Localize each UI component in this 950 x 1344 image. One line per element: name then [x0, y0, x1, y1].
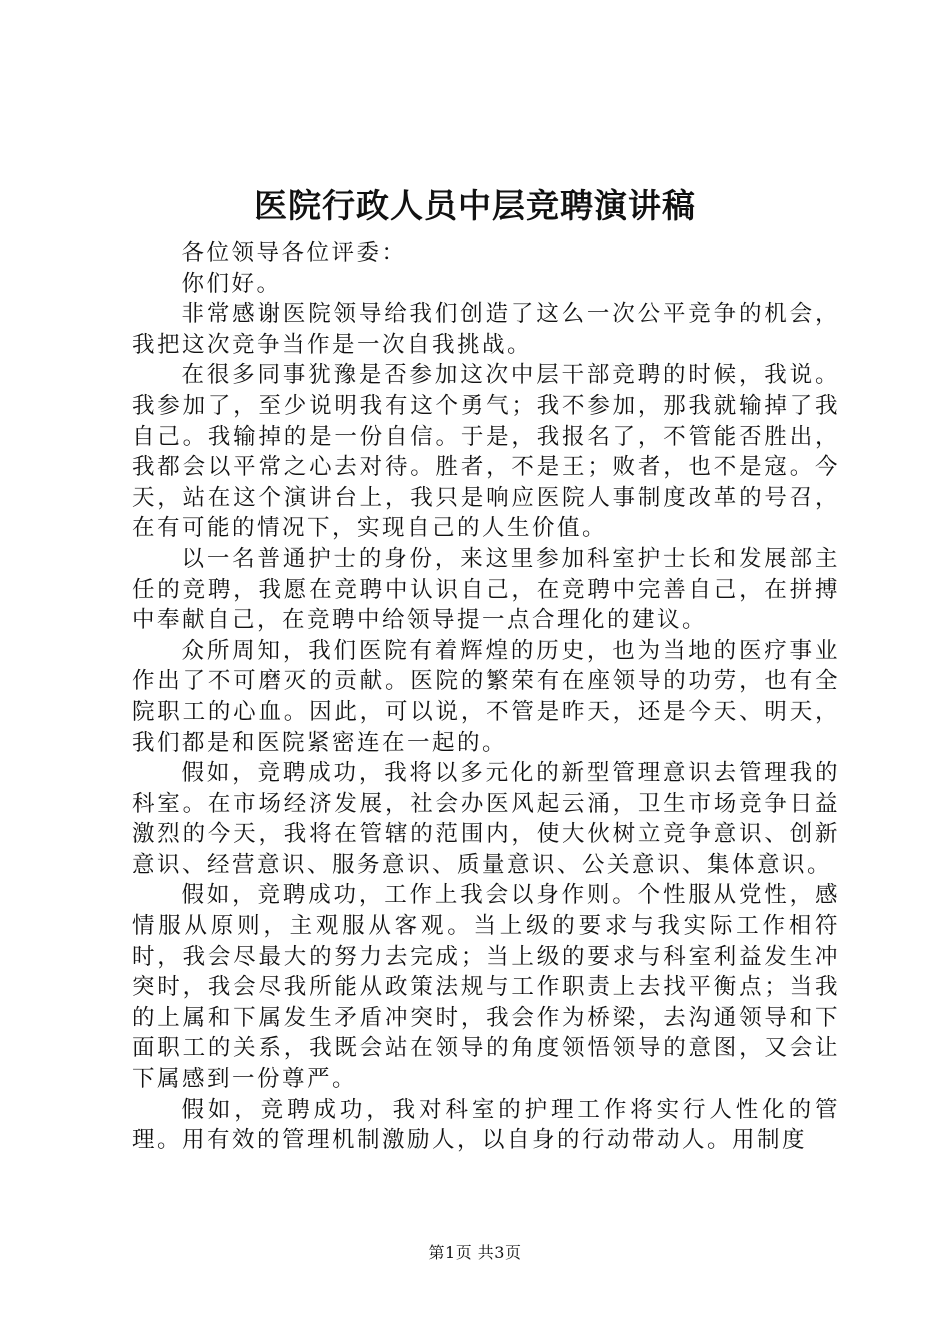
document-title: 医院行政人员中层竞聘演讲稿	[254, 186, 696, 225]
page-number-footer: 第1页 共3页	[428, 1243, 522, 1262]
greeting-paragraph: 你们好。	[181, 270, 282, 297]
body-paragraph: 假如，竞聘成功，我将以多元化的新型管理意识去管理我的科室。在市场经济发展，社会办医风起云涌，卫生市场竞争日益激烈的今天，我将在管辖的范围内，使大伙树立竞争意识、创新意识、经营意识、服务意识、质量意识、公关意识、集体意识。	[132, 760, 840, 878]
body-paragraph: 假如，竞聘成功，我对科室的护理工作将实行人性化的管理。用有效的管理机制激励人，以自身的行动带动人。用制度	[132, 1096, 840, 1154]
salutation-paragraph: 各位领导各位评委：	[181, 240, 407, 266]
body-paragraph: 假如，竞聘成功，工作上我会以身作则。个性服从党性，感情服从原则，主观服从客观。当上级的要求与我实际工作相符时，我会尽最大的努力去完成；当上级的要求与科室利益发生冲突时，我会尽我所能从政策法规与工作职责上去找平衡点；当我的上属和下属发生矛盾冲突时，我会作为桥梁，去沟通领导和下面职工的关系，我既会站在领导的角度领悟领导的意图，又会让下属感到一份尊严。	[132, 882, 840, 1093]
body-paragraph: 众所周知，我们医院有着辉煌的历史，也为当地的医疗事业作出了不可磨灭的贡献。医院的繁荣有在座领导的功劳，也有全院职工的心血。因此，可以说，不管是昨天，还是今天、明天，我们都是和医院紧密连在一起的。	[132, 637, 840, 756]
body-paragraph: 以一名普通护士的身份，来这里参加科室护士长和发展部主任的竞聘，我愿在竞聘中认识自己，在竞聘中完善自己，在拼搏中奉献自己，在竞聘中给领导提一点合理化的建议。	[132, 545, 840, 634]
document-body	[132, 238, 840, 1156]
body-paragraph: 非常感谢医院领导给我们创造了这么一次公平竞争的机会，我把这次竞争当作是一次自我挑战。	[132, 301, 840, 358]
body-paragraph: 在很多同事犹豫是否参加这次中层干部竞聘的时候，我说。我参加了，至少说明我有这个勇气；我不参加，那我就输掉了我自己。我输掉的是一份自信。于是，我报名了，不管能否胜出，我都会以平常之心去对待。胜者，不是王；败者，也不是寇。今天，站在这个演讲台上，我只是响应医院人事制度改革的号召，在有可能的情况下，实现自己的人生价值。	[132, 362, 840, 542]
